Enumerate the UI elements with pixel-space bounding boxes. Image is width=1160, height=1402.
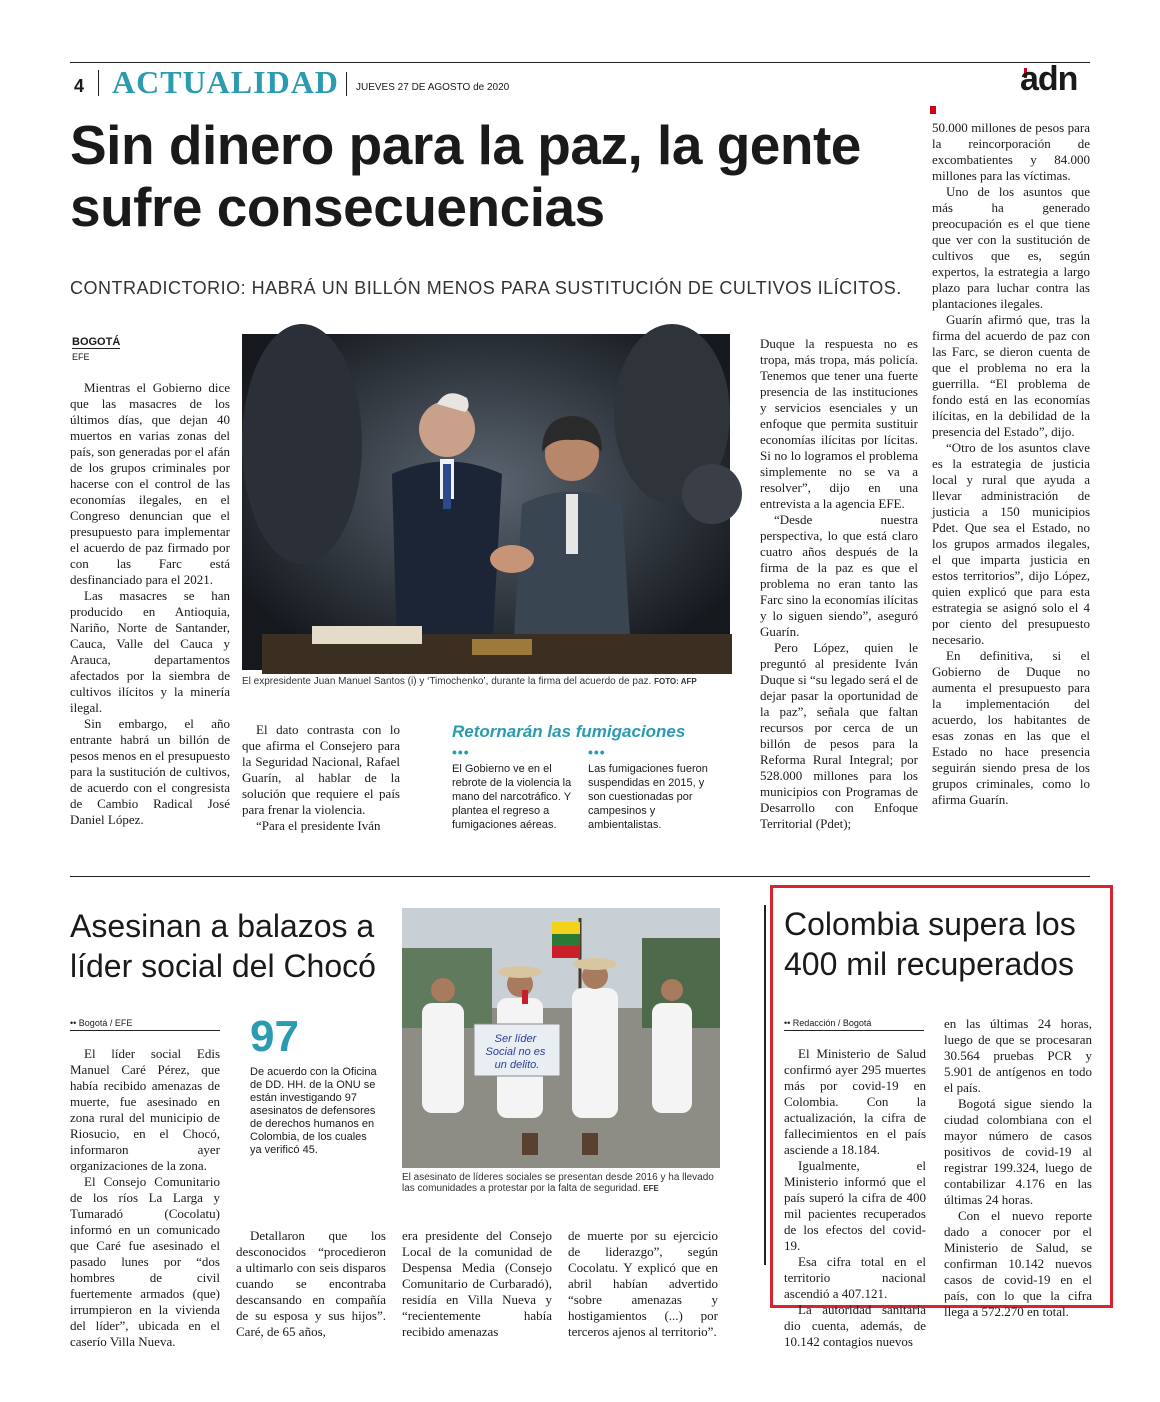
second-col-3 <box>402 1228 552 1344</box>
paragraph: Las masacres se han producido en Antioquia, Nariño, Norte de Santander, Cauca, Valle del Cauca y Arauca, departamentos afectados por la siembra de cultivos ilícitos y la minería ilegal. <box>70 588 230 715</box>
paragraph: “Desde nuestra perspectiva, lo que está claro cuatro años después de la firma de la paz es que el problema no eran tanto las Farc sino la economías ilícitas y lo siguen siendo”, aseguró Guarín. <box>760 512 918 639</box>
sidebar-dots-1: ••• <box>452 744 470 760</box>
third-col-1 <box>784 1046 926 1349</box>
paragraph: En definitiva, si el Gobierno de Duque no aumenta el presupuesto para la implementación del acuerdo, los habitantes de esas zonas en las que el Estado no hace presencia seguirán siendo presa de los grupos criminales, como lo afirma Guarín. <box>932 648 1090 807</box>
stat-text: De acuerdo con la Oficina de DD. HH. de la ONU se están investigando 97 asesinatos de defensores de derechos humanos en Colombia, de los cuales ya verificó 45. <box>250 1066 377 1156</box>
photo-caption <box>242 676 732 687</box>
third-col-2 <box>944 1016 1092 1319</box>
stat-number: 97 <box>250 1012 299 1061</box>
news-source: EFE <box>72 352 90 362</box>
photo-credit: EFE <box>643 1184 659 1193</box>
column-divider <box>764 905 766 1265</box>
paragraph: Mientras el Gobierno dice que las masacres de los últimos días, que dejan 40 muertos en varias zonas del país, son generadas por el afán de los grupos criminales por hacerse con el control de las economías ilegales, en el Congreso denuncian que el presupuesto para implementar el acuerdo de paz firmado por con las Farc está desfinanciado para el 2021. <box>70 380 230 587</box>
main-col-2 <box>242 722 400 844</box>
sign-text <box>486 1033 549 1071</box>
paragraph: en las últimas 24 horas, luego de que se procesaran 30.564 pruebas PCR y 5.901 de antígenos en todo el país. <box>944 1016 1092 1095</box>
section-title: ACTUALIDAD <box>112 64 339 100</box>
header-divider-2 <box>346 72 347 96</box>
paragraph: era presidente del Consejo Local de la comunidad de Despensa Media (Consejo Comunitario de Curbaradó), residía en Villa Nueva y “recientemente había recibido amenazas <box>402 1228 552 1339</box>
source-underline <box>784 1030 924 1031</box>
paragraph: El Consejo Comunitario de los ríos La Larga y Tumaradó (Cocolatu) informó en un comunicado que Caré fue asesinado el pasado lunes por “dos hombres de civil fuertemente armados (que) irrumpieron en la vivienda del líder”, ubicada en el caserío Villa Nueva. <box>70 1174 220 1349</box>
second-col-1 <box>70 1046 220 1349</box>
dateline: BOGOTÁ <box>72 336 121 348</box>
section-rule <box>70 876 1090 877</box>
third-headline: Colombia supera los 400 mil recuperados <box>784 906 1076 982</box>
second-headline: Asesinan a balazos a líder social del Chocó <box>70 908 376 984</box>
caption-text: El expresidente Juan Manuel Santos (i) y ‘Timochenko’, durante la firma del acuerdo de paz. <box>242 676 652 687</box>
paragraph: La autoridad sanitaria dio cuenta, además, de 10.142 contagios nuevos <box>784 1302 926 1349</box>
top-rule <box>70 62 1090 63</box>
sidebar-dots-2: ••• <box>588 744 606 760</box>
sidebar-item-1: El Gobierno ve en el rebrote de la violencia la mano del narcotráfico. Y plantea el regreso a fumigaciones aéreas. <box>452 763 572 831</box>
sign-line: Ser líder <box>494 1033 537 1045</box>
second-col-4 <box>568 1228 718 1344</box>
sign-line: Social no es <box>485 1046 546 1058</box>
paragraph: 50.000 millones de pesos para la reincorporación de excombatientes y 84.000 millones para las víctimas. <box>932 120 1090 183</box>
header-divider <box>98 70 99 96</box>
paragraph: Guarín afirmó que, tras la firma del acuerdo de paz con las Farc, se dieron cuenta de que el problema no era la guerrilla. “El problema de fondo está en las economías ilícitas, en la debilidad de la presencia del Estado”, dijo. <box>932 312 1090 439</box>
main-col-4 <box>932 120 1090 848</box>
paragraph: Detallaron que los desconocidos “procedieron a ultimarlo con seis disparos cuando se encontraba descansando en compañía de su esposa y sus hijos”. Caré, de 65 años, <box>236 1228 386 1339</box>
sign-line: un delito. <box>494 1059 540 1071</box>
paragraph: de muerte por su ejercicio de liderazgo”, según Cocolatu. Y explicó que en abril habían advertido “sobre amenazas y hostigamientos (...) por terceros ajenos al territorio”. <box>568 1228 718 1339</box>
adn-logo: adn <box>1020 60 1078 98</box>
paragraph: El líder social Edis Manuel Caré Pérez, que había recibido amenazas de muerte, fue asesinado en zona rural del municipio de Riosucio, en el Chocó, informaron ayer organizaciones de la zona. <box>70 1046 220 1173</box>
second-source: •• Bogotá / EFE <box>70 1018 133 1028</box>
paragraph: Duque la respuesta no es tropa, más tropa, más policía. Tenemos que tener una fuerte presencia de las instituciones y servicios esenciales y un enfoque que permita sustituir economías ilícitas por lícitas. Si no lo logramos el problema simplemente no se va a resolver”, dijo en una entrevista a la agencia EFE. <box>760 336 918 511</box>
source-underline <box>70 1030 220 1031</box>
column-marker <box>930 106 936 114</box>
issue-date: JUEVES 27 DE AGOSTO de 2020 <box>356 82 510 93</box>
protest-photo <box>402 908 720 1168</box>
second-col-2 <box>236 1228 386 1344</box>
photo-credit: FOTO: AFP <box>654 677 697 686</box>
main-headline: Sin dinero para la paz, la gente sufre consecuencias <box>70 114 861 238</box>
paragraph: Con el nuevo reporte dado a conocer por el Ministerio de Salud, se confirman 10.142 nuevos casos de covid-19 en el país, con lo que la cifra llega a 572.270 en total. <box>944 1208 1092 1319</box>
main-kicker: CONTRADICTORIO: HABRÁ UN BILLÓN MENOS PARA SUSTITUCIÓN DE CULTIVOS ILÍCITOS. <box>70 278 902 298</box>
main-col-1 <box>70 380 230 828</box>
paragraph: Esa cifra total en el territorio nacional ascendió a 407.121. <box>784 1254 926 1301</box>
paragraph: Igualmente, el Ministerio informó que el país superó la cifra de 400 mil pacientes recuperados de los efectos del covid-19. <box>784 1158 926 1253</box>
photo-illustration <box>242 334 730 670</box>
page-number: 4 <box>74 76 85 96</box>
paragraph: Sin embargo, el año entrante habrá un billón de pesos menos en el presupuesto para la sustitución de cultivos, de acuerdo con el congresista de Cambio Radical José Daniel López. <box>70 716 230 827</box>
paragraph: “Para el presidente Iván <box>256 818 381 833</box>
paragraph: El dato contrasta con lo que afirma el Consejero para la Seguridad Nacional, Rafael Guarín, al hablar de la solución que requiere el país para frenar la violencia. <box>242 722 400 817</box>
paragraph: “Otro de los asuntos clave es la estrategia de justicia local y rural que ayuda a llevar administración de justicia a 150 municipios Pdet. Que sea el Estado, no los grupos armados ilegales, el que imparta justicia en estos territorios”, dijo López, quien explicó que para esta estrategia se asignó solo el 4 por ciento del presupuesto necesario. <box>932 440 1090 647</box>
caption-text: El asesinato de líderes sociales se presentan desde 2016 y ha llevado las comunidades a protestar por la falta de seguridad. <box>402 1172 714 1194</box>
protest-illustration <box>402 908 720 1168</box>
paragraph: El Ministerio de Salud confirmó ayer 295 muertes más por covid-19 en Colombia. Con la actualización, la cifra de fallecimientos en el país asciende a 18.184. <box>784 1046 926 1157</box>
third-source: •• Redacción / Bogotá <box>784 1018 872 1028</box>
peace-signing-photo <box>242 334 730 670</box>
main-col-3 <box>760 336 918 846</box>
sidebar-item-2: Las fumigaciones fueron suspendidas en 2015, y son cuestionadas por campesinos y ambientalistas. <box>588 763 708 831</box>
paragraph: Uno de los asuntos que más ha generado preocupación es el que tiene que ver con la sustitución de cultivos que es, según expertos, la estrategia a largo plazo para luchar contra las plantaciones ilegales. <box>932 184 1090 311</box>
paragraph: Bogotá sigue siendo la ciudad colombiana con el mayor número de casos positivos de covid-19 al registrar 199.324, luego de contabilizar 4.176 en las últimas 24 horas. <box>944 1096 1092 1207</box>
photo-caption-2 <box>402 1172 722 1194</box>
sidebar-title: Retornarán las fumigaciones <box>452 722 686 741</box>
paragraph: Pero López, quien le preguntó al presidente Iván Duque si “su legado será el de dejar pasar la oportunidad de la paz”, señala que faltan recursos por cerca de un billón de pesos para la Reforma Rural Integral; por 528.000 millones para los municipios con Programas de Desarrollo con Enfoque Territorial (Pdet); <box>760 640 918 831</box>
